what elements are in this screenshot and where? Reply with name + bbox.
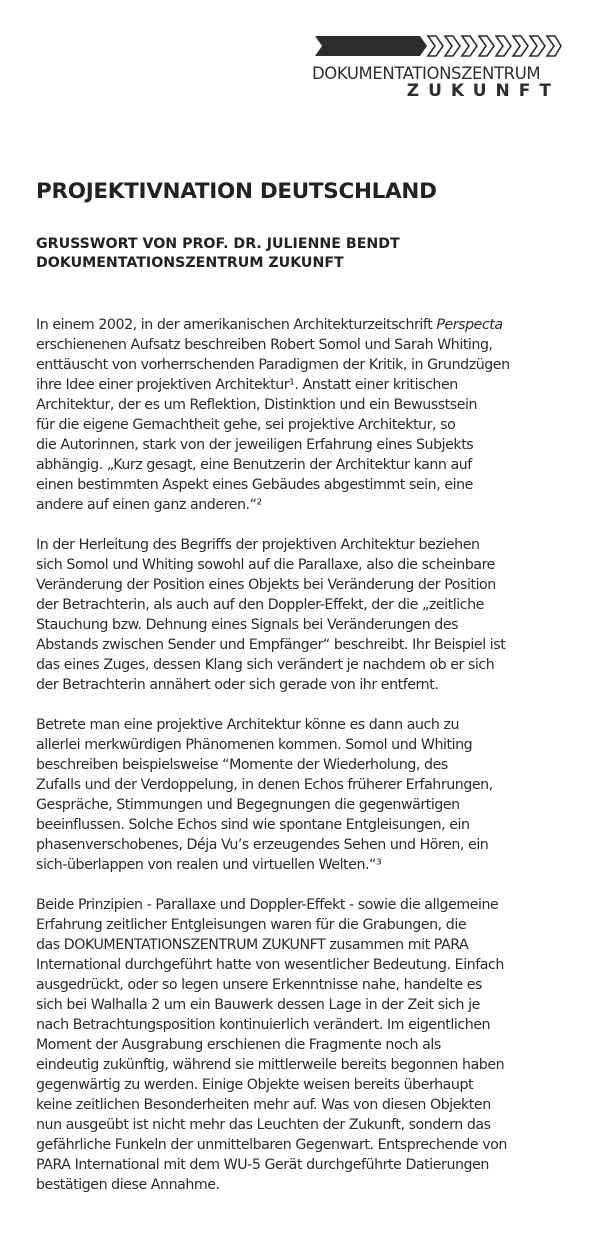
text-line: Architektur, der es um Reflektion, Distinktion und ein Bewusstsein: [36, 397, 478, 413]
text-line: die Autorinnen, stark von der jeweiligen Erfahrung eines Subjekts: [36, 437, 474, 453]
logo-wordmark-line1: DOKUMENTATIONSZENTRUM: [312, 64, 541, 83]
subtitle: [36, 235, 400, 273]
text-line: nun ausgeübt ist nicht mehr das Leuchten der Zukunft, sondern das: [36, 1117, 491, 1133]
text-line: Abstands zwischen Sender und Empfänger“ beschreibt. Ihr Beispiel ist: [36, 637, 506, 653]
text-line: International durchgeführt hatte von wesentlicher Bedeutung. Einfach: [36, 957, 504, 973]
logo: [312, 33, 562, 101]
text-line: Beide Prinzipien - Parallaxe und Doppler-Effekt - sowie die allgemeine: [36, 897, 499, 913]
subtitle-line: DOKUMENTATIONSZENTRUM ZUKUNFT: [36, 255, 344, 271]
text-line: das eines Zuges, dessen Klang sich verändert je nachdem ob er sich: [36, 657, 495, 673]
logo-arrow-icon: [312, 33, 562, 59]
text-line: der Betrachterin, als auch auf den Doppler-Effekt, der die „zeitliche: [36, 597, 484, 613]
text-line: sich-überlappen von realen und virtuellen Welten.“³: [36, 857, 382, 873]
text-line: für die eigene Gemachtheit gehe, sei projektive Architektur, so: [36, 417, 456, 433]
text-line: einen bestimmten Aspekt eines Gebäudes abgestimmt sein, eine: [36, 477, 473, 493]
text-line: Stauchung bzw. Dehnung eines Signals bei Veränderungen des: [36, 617, 459, 633]
text-line: eindeutig zukünftig, während sie mittlerweile bereits begonnen haben: [36, 1057, 505, 1073]
text-line: allerlei merkwürdigen Phänomenen kommen. Somol und Whiting: [36, 737, 473, 753]
text-line: sich Somol und Whiting sowohl auf die Parallaxe, also die scheinbare: [36, 557, 495, 573]
text-line: PARA International mit dem WU-5 Gerät durchgeführte Datierungen: [36, 1157, 489, 1173]
text-segment: In einem 2002, in der amerikanischen Architekturzeitschrift: [36, 317, 437, 333]
text-line: gegenwärtig zu werden. Einige Objekte weisen bereits überhaupt: [36, 1077, 474, 1093]
paragraph-1: [36, 315, 576, 515]
text-line: nach Betrachtungsposition kontinuierlich verändert. Im eigentlichen: [36, 1017, 491, 1033]
text-line: Zufalls und der Verdoppelung, in denen Echos früherer Erfahrungen,: [36, 777, 493, 793]
body-text: [36, 315, 576, 1215]
text-line: beeinflussen. Solche Echos sind wie spontane Entgleisungen, ein: [36, 817, 470, 833]
text-line: das DOKUMENTATIONSZENTRUM ZUKUNFT zusammen mit PARA: [36, 937, 469, 953]
text-line: abhängig. „Kurz gesagt, eine Benutzerin der Architektur kann auf: [36, 457, 472, 473]
text-line: der Betrachterin annähert oder sich gerade von ihr entfernt.: [36, 677, 439, 693]
text-line: ausgedrückt, oder so legen unsere Erkenntnisse nahe, handelte es: [36, 977, 482, 993]
paragraph-4: [36, 895, 576, 1195]
text-line: Moment der Ausgrabung erschienen die Fragmente noch als: [36, 1037, 441, 1053]
page-title: PROJEKTIVNATION DEUTSCHLAND: [36, 179, 437, 204]
text-line: bestätigen diese Annahme.: [36, 1177, 220, 1193]
magazine-name: Perspecta: [436, 317, 503, 333]
text-line: gefährliche Funkeln der unmittelbaren Gegenwart. Entsprechende von: [36, 1137, 507, 1153]
text-line: phasenverschobenes, Déja Vu’s erzeugendes Sehen und Hören, ein: [36, 837, 489, 853]
text-line: sich bei Walhalla 2 um ein Bauwerk dessen Lage in der Zeit sich je: [36, 997, 480, 1013]
text-line: Gespräche, Stimmungen und Begegnungen die gegenwärtigen: [36, 797, 460, 813]
text-line: erschienenen Aufsatz beschreiben Robert Somol und Sarah Whiting,: [36, 337, 493, 353]
text-line: [36, 315, 576, 335]
text-line: keine zeitlichen Besonderheiten mehr auf. Was von diesen Objekten: [36, 1097, 491, 1113]
subtitle-line: GRUSSWORT VON PROF. DR. JULIENNE BENDT: [36, 236, 400, 252]
text-line: ihre Idee einer projektiven Architektur¹. Anstatt einer kritischen: [36, 377, 458, 393]
text-line: enttäuscht von vorherrschenden Paradigmen der Kritik, in Grundzügen: [36, 357, 510, 373]
text-line: beschreiben beispielsweise “Momente der Wiederholung, des: [36, 757, 448, 773]
paragraph-3: [36, 715, 576, 875]
paragraph-2: [36, 535, 576, 695]
logo-wordmark-line2: ZUKUNFT: [406, 81, 560, 101]
text-line: In der Herleitung des Begriffs der projektiven Architektur beziehen: [36, 537, 480, 553]
text-line: Betrete man eine projektive Architektur könne es dann auch zu: [36, 717, 460, 733]
text-line: Veränderung der Position eines Objekts bei Veränderung der Position: [36, 577, 496, 593]
text-line: andere auf einen ganz anderen.“²: [36, 497, 262, 513]
text-line: Erfahrung zeitlicher Entgleisungen waren für die Grabungen, die: [36, 917, 467, 933]
